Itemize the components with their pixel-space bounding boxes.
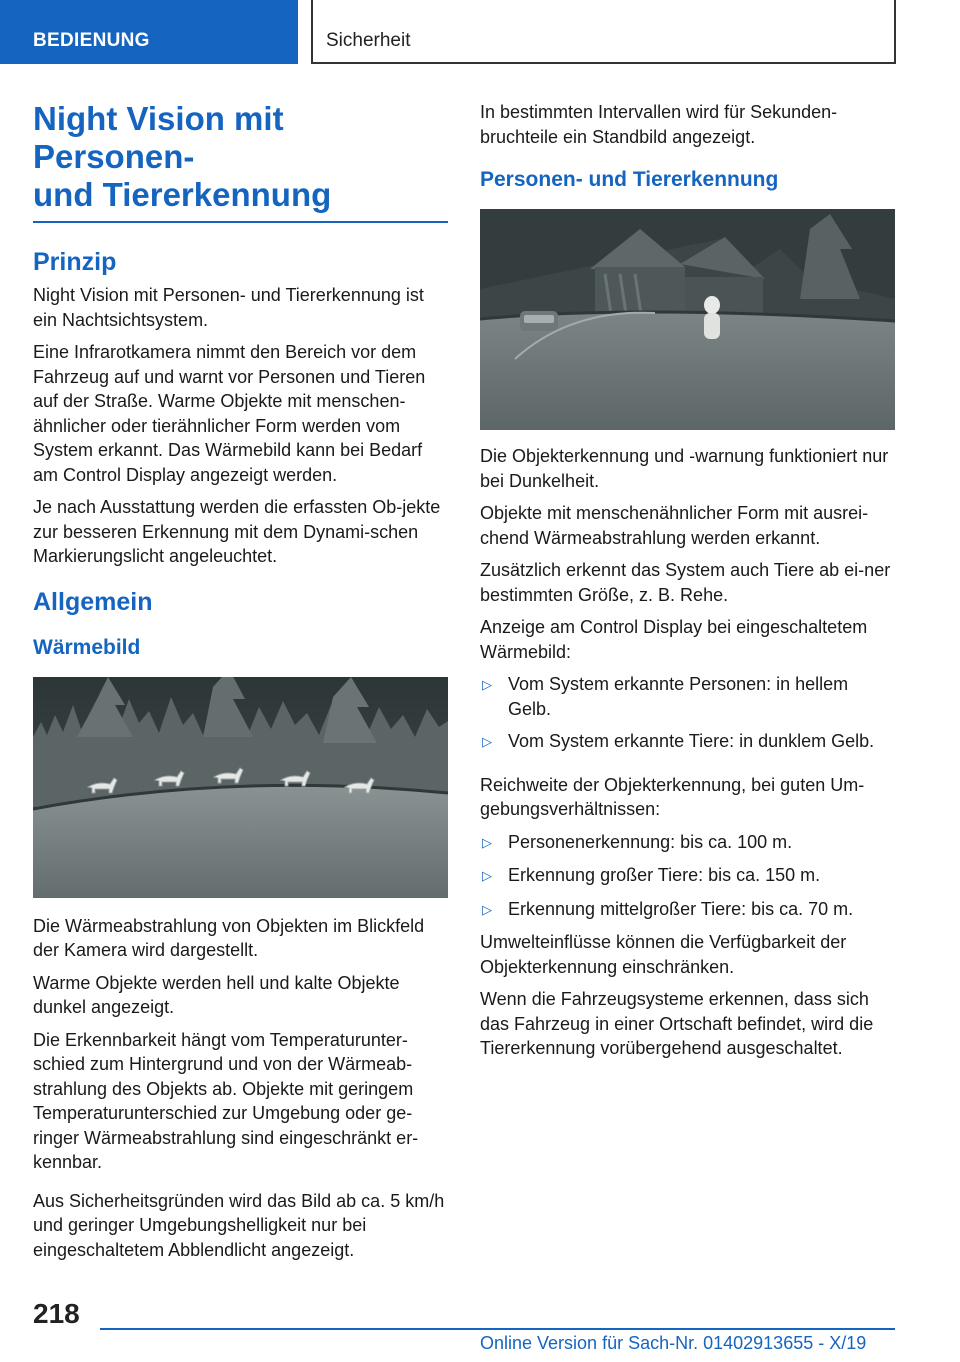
triangle-bullet-icon: ▷ <box>482 834 492 850</box>
list-item-text: Erkennung großer Tiere: bis ca. 150 m. <box>508 865 821 885</box>
erkennung-paragraph-5: Reichweite der Objekterkennung, bei guten Um‐gebungsverhältnissen: <box>480 774 865 819</box>
footer-online-version: Online Version für Sach-Nr. 01402913655 - X/19 <box>480 1333 867 1353</box>
triangle-bullet-icon: ▷ <box>482 677 492 692</box>
triangle-bullet-icon: ▷ <box>482 901 492 917</box>
page-number: 218 <box>33 1298 80 1329</box>
page-title <box>33 100 448 223</box>
list-item <box>480 830 895 856</box>
range-list <box>480 830 895 923</box>
right-column <box>480 100 895 1069</box>
prinzip-paragraph-1: Night Vision mit Personen- und Tiererkennung ist ein Nachtsichtsystem. <box>33 285 424 330</box>
prinzip-paragraph-3: Je nach Ausstattung werden die erfassten Ob‐jekte zur besseren Erkennung mit dem Dynami‐schen Markierungslicht angeleuchtet. <box>33 497 441 566</box>
erkennung-paragraph-3: Zusätzlich erkennt das System auch Tiere ab ei‐ner bestimmten Größe, z. B. Rehe. <box>480 560 891 605</box>
left-column <box>33 100 448 1270</box>
list-item <box>480 729 895 755</box>
chapter-tab: BEDIENUNG <box>0 0 298 64</box>
heading-waermebild: Wärmebild <box>33 635 141 659</box>
erkennung-paragraph-4: Anzeige am Control Display bei eingeschaltetem Wärmebild: <box>480 617 868 662</box>
waermebild-paragraph-2: Warme Objekte werden hell und kalte Objekte dunkel angezeigt. <box>33 972 400 1017</box>
section-title: Sicherheit <box>311 0 896 64</box>
prinzip-paragraph-2: Eine Infrarotkamera nimmt den Bereich vor dem Fahrzeug auf und warnt vor Personen und Tieren auf der Straße. Warme Objekte mit menschen‐ähnlicher oder tierähnlicher Form werden vom System erkannt. Das Wärmebild kann bei Bedarf am Control Display angezeigt werden. <box>33 342 426 485</box>
list-item-text: Vom System erkannte Personen: in hellem Gelb. <box>508 674 849 719</box>
thermal-image-animals <box>33 677 448 898</box>
list-item-text: Erkennung mittelgroßer Tiere: bis ca. 70 m. <box>508 898 854 919</box>
thermal-image-pedestrian <box>480 209 895 430</box>
erkennung-paragraph-7: Wenn die Fahrzeugsysteme erkennen, dass sich das Fahrzeug in einer Ortschaft befindet, wird die Tiererkennung vorübergehend ausgeschaltet. <box>480 989 874 1058</box>
page-title-line1: Night Vision mit Personen‐ <box>33 100 284 175</box>
list-item-text: Personenerkennung: bis ca. 100 m. <box>508 831 793 852</box>
display-color-list <box>480 672 895 755</box>
erkennung-paragraph-1: Die Objekterkennung und -warnung funktioniert nur bei Dunkelheit. <box>480 446 889 491</box>
standbild-paragraph: In bestimmten Intervallen wird für Sekunden‐bruchteile ein Standbild angezeigt. <box>480 102 838 147</box>
waermebild-paragraph-3: Die Erkennbarkeit hängt vom Temperaturunter‐schied zum Hintergrund und von der Wärmeab‐strahlung des Objekts ab. Objekte mit geringem Temperaturunterschied zur Umgebung oder ge‐ringer Wärmeabstrahlung sind eingeschränkt er‐kennbar. <box>33 1029 419 1172</box>
list-item <box>480 897 895 923</box>
heading-prinzip: Prinzip <box>33 248 117 276</box>
triangle-bullet-icon: ▷ <box>482 868 492 883</box>
page-title-line2: und Tiererkennung <box>33 176 332 213</box>
erkennung-paragraph-6: Umwelteinflüsse können die Verfügbarkeit der Objekterkennung einschränken. <box>480 932 847 977</box>
waermebild-paragraph-1: Die Wärmeabstrahlung von Objekten im Blickfeld der Kamera wird dargestellt. <box>33 915 425 960</box>
heading-personen-tiererkennung: Personen- und Tiererkennung <box>480 168 779 191</box>
list-item <box>480 672 895 721</box>
footer-divider <box>100 1328 895 1330</box>
list-item-text: Vom System erkannte Tiere: in dunklem Gelb. <box>508 731 875 751</box>
list-item <box>480 863 895 889</box>
erkennung-paragraph-2: Objekte mit menschenähnlicher Form mit ausrei‐chend Wärmeabstrahlung werden erkannt. <box>480 503 869 548</box>
triangle-bullet-icon: ▷ <box>482 734 492 749</box>
waermebild-paragraph-4: Aus Sicherheitsgründen wird das Bild ab ca. 5 km/h und geringer Umgebungshelligkeit nur bei eingeschaltetem Abblendlicht angezeigt. <box>33 1190 445 1260</box>
heading-allgemein: Allgemein <box>33 587 153 616</box>
